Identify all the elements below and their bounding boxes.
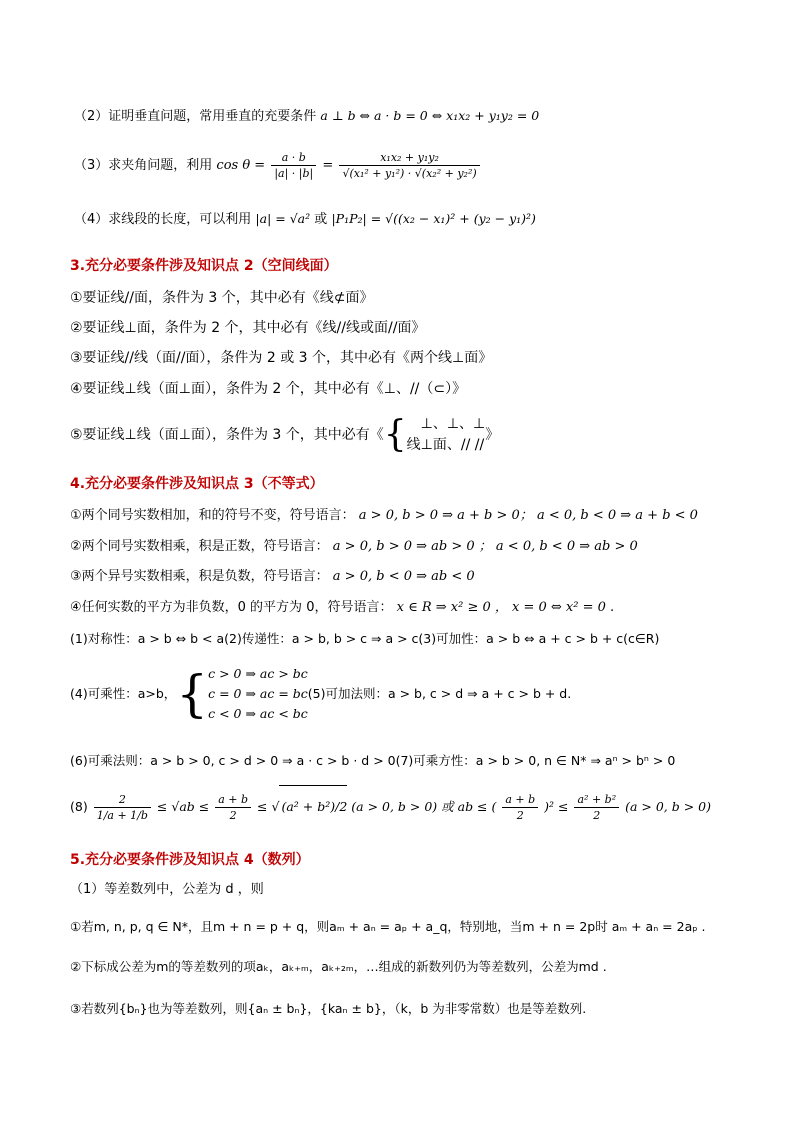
harmonic-numerator: 2 <box>94 792 151 808</box>
square-mean-denominator: 2 <box>516 809 524 822</box>
section-3-item-5-top: ⊥、⊥、⊥ <box>420 416 486 432</box>
inequality-4-text: ④任何实数的平方为非负数，0 的平方为 0，符号语言： <box>70 600 393 615</box>
length-or: 或 <box>314 212 328 227</box>
arithmetic-sequence-intro: （1）等差数列中，公差为 d ，则 <box>70 882 264 897</box>
inequality-properties-6-7: (6)可乘法则：a > b > 0, c > d > 0 ⇒ a · c > b · d > 0(7)可乘方性：a > b > 0, n ∈ N* ⇒ aⁿ > bⁿ > 0 <box>70 753 676 768</box>
inequality-line-1 <box>70 507 764 525</box>
multiplicative-cases <box>208 664 308 724</box>
length-text: （4）求线段的长度，可以利用 <box>74 212 252 227</box>
section-3-item-5-suffix: 》 <box>485 427 500 443</box>
cos-theta: cos θ = <box>216 158 266 173</box>
section-3-item-5-bottom: 线⊥面、// // <box>406 437 485 453</box>
inequality-line-2 <box>70 538 764 556</box>
section-3-item-5-cases <box>407 414 486 456</box>
angle-equals: = <box>322 158 334 173</box>
case-positive: c > 0 ⇒ ac > bc <box>208 666 308 681</box>
arithmetic-denominator: 2 <box>229 809 237 822</box>
section-3-item-5 <box>70 414 764 456</box>
angle-formula-line <box>74 148 764 184</box>
inequality-4-formula: x ∈ R ⇒ x² ≥ 0 ， x = 0 ⇔ x² = 0 . <box>396 600 615 615</box>
angle-fraction-vector <box>271 150 316 181</box>
sequence-property-2: ②下标成公差为m的等差数列的项aₖ，aₖ₊ₘ，aₖ₊₂ₘ，…组成的新数列仍为等差数列，公差为md . <box>70 959 607 974</box>
angle-fraction-coordinate <box>339 150 479 181</box>
section-4-heading: 4.充分必要条件涉及知识点 3（不等式） <box>70 476 324 492</box>
section-5-heading: 5.充分必要条件涉及知识点 4（数列） <box>70 852 310 868</box>
inequality-3-formula: a > 0, b < 0 ⇒ ab < 0 <box>332 569 475 584</box>
inequality-line-3 <box>70 568 764 586</box>
inequality-2-formula: a > 0, b > 0 ⇒ ab > 0 ； a < 0, b < 0 ⇒ ab > 0 <box>332 539 638 554</box>
distance-formula: |P₁P₂| = √((x₂ − x₁)² + (y₂ − y₁)²) <box>331 211 536 226</box>
section-3-item-1: ①要证线//面，条件为 3 个，其中必有《线⊄面》 <box>70 290 374 306</box>
perpendicular-condition-line <box>74 107 764 126</box>
sum-squares-fraction <box>574 792 619 823</box>
mean-condition-2: (a > 0, b > 0) <box>625 799 712 814</box>
arithmetic-mean-fraction <box>215 792 251 823</box>
inequality-2-text: ②两个同号实数相乘，积是正数，符号语言： <box>70 539 329 554</box>
case-negative: c < 0 ⇒ ac < bc <box>208 706 308 721</box>
inequality-line-4 <box>70 599 764 617</box>
section-3-item-5-prefix: ⑤要证线⊥线（面⊥面），条件为 3 个，其中必有《 <box>70 427 384 443</box>
sequence-property-1: ①若m, n, p, q ∈ N*，且m + n = p + q，则aₘ + aₙ = aₚ + a_q，特别地，当m + n = 2p时 aₘ + aₙ = 2aₚ . <box>70 919 706 934</box>
quadratic-mean: √ (a² + b²)/2 <box>271 799 347 814</box>
inequality-properties-4-5 <box>70 664 764 724</box>
section-3-item-3: ③要证线//线（面//面），条件为 2 或 3 个，其中必有《两个线⊥面》 <box>70 350 493 366</box>
mean-inequality-line <box>70 785 764 828</box>
inequality-3-text: ③两个异号实数相乘，积是负数，符号语言： <box>70 569 329 584</box>
harmonic-denominator: 1/a + 1/b <box>96 809 148 822</box>
sum-squares-denominator: 2 <box>593 809 601 822</box>
vector-length-formula: |a| = √a² <box>255 211 311 226</box>
arithmetic-numerator: a + b <box>215 792 251 808</box>
square-power: )² ≤ <box>544 799 569 814</box>
section-3-item-2: ②要证线⊥面，条件为 2 个，其中必有《线//线或面//面》 <box>70 320 426 336</box>
perpendicular-formula: a ⊥ b ⇔ a · b = 0 ⇔ x₁x₂ + y₁y₂ = 0 <box>320 108 540 123</box>
inequality-properties-1-3: (1)对称性：a > b ⇔ b < a(2)传递性：a > b, b > c ⇒ a > c(3)可加性：a > b ⇔ a + c > b + c(c∈R) <box>70 631 660 646</box>
angle-text: （3）求夹角问题，利用 <box>74 158 213 173</box>
perpendicular-text: （2）证明垂直问题，常用垂直的充要条件 <box>74 109 317 124</box>
angle-fraction-numerator: a · b <box>271 150 316 166</box>
sequence-property-3: ③若数列{bₙ}也为等差数列，则{aₙ ± bₙ}，{kaₙ ± b}，（k，b 为非零常数）也是等差数列. <box>70 1001 587 1016</box>
angle-coordinate-denominator: √(x₁² + y₁²) · √(x₂² + y₂²) <box>342 167 477 180</box>
multiplicative-prefix: (4)可乘性：a>b， <box>70 686 177 701</box>
mean-prefix: (8) <box>70 799 88 814</box>
square-mean-numerator: a + b <box>502 792 538 808</box>
inequality-1-formula: a > 0, b > 0 ⇒ a + b > 0； a < 0, b < 0 ⇒ a + b < 0 <box>358 508 698 523</box>
section-3-heading: 3.充分必要条件涉及知识点 2（空间线面） <box>70 258 338 274</box>
mean-condition-1: (a > 0, b > 0) 或 ab ≤ ( <box>351 799 497 814</box>
harmonic-mean-fraction <box>94 792 151 823</box>
geometric-mean: ≤ √ab ≤ <box>156 799 210 814</box>
inequality-1-text: ①两个同号实数相加，和的符号不变，符号语言： <box>70 508 355 523</box>
additive-rule: (5)可加法则：a > b, c > d ⇒ a + c > b + d. <box>307 686 572 701</box>
length-formula-line <box>74 210 764 229</box>
quadratic-mean-radicand: (a² + b²)/2 <box>279 785 347 828</box>
angle-coordinate-numerator: x₁x₂ + y₁y₂ <box>339 150 479 166</box>
angle-fraction-denominator: |a| · |b| <box>274 167 314 180</box>
square-mean-fraction <box>502 792 538 823</box>
mean-less-equal: ≤ <box>257 799 268 814</box>
sum-squares-numerator: a² + b² <box>574 792 619 808</box>
left-brace-icon: { <box>383 414 407 455</box>
case-zero: c = 0 ⇒ ac = bc <box>208 686 308 701</box>
section-3-item-4: ④要证线⊥线（面⊥面），条件为 2 个，其中必有《⊥、//（⊂）》 <box>70 381 467 397</box>
cases-brace-icon: { <box>176 665 209 723</box>
